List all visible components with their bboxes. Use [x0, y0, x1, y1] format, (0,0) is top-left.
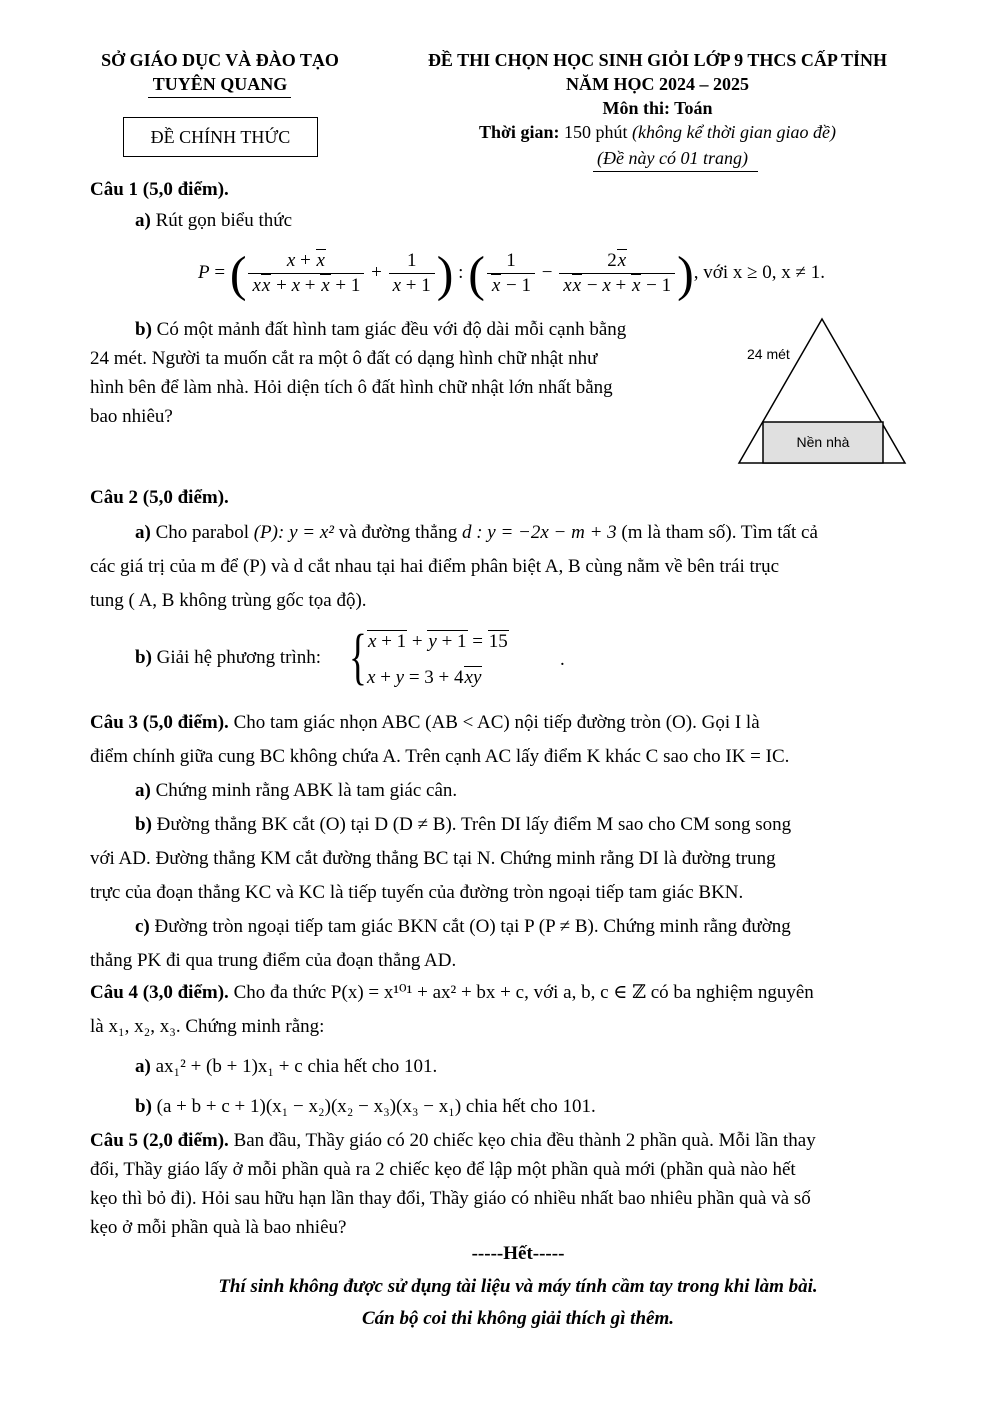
- end-mark: -----Hết-----: [471, 1243, 565, 1264]
- q3b-line1: Đường thẳng BK cắt (O) tại D (D ≠ B). Trên DI lấy điểm M sao cho CM song song: [156, 814, 792, 835]
- q3a-label: a): [135, 780, 151, 801]
- q2a-label: a): [135, 522, 151, 543]
- q2a-line-eq: d : y = −2x − m + 3: [461, 522, 617, 543]
- q5-line2: đổi, Thầy giáo lấy ở mỗi phần quà ra 2 chiếc kẹo để lập một phần quà mới (phần quà nào hết: [90, 1159, 796, 1180]
- q3c-label: c): [135, 916, 150, 937]
- q5-line1: Ban đầu, Thầy giáo có 20 chiếc kẹo chia đều thành 2 phần quà. Mỗi lần thay: [233, 1130, 816, 1151]
- formula-P: P: [198, 262, 210, 283]
- q2-title: Câu 2 (5,0 điểm).: [90, 487, 229, 508]
- q3c-line1: Đường tròn ngoại tiếp tam giác BKN cắt (O) tại P (P ≠ B). Chứng minh rằng đường: [154, 916, 791, 937]
- time-label: Thời gian:: [478, 122, 560, 142]
- subject: Môn thi: Toán: [602, 98, 713, 118]
- official-label: ĐỀ CHÍNH THỨC: [150, 127, 291, 147]
- q3b-label: b): [135, 814, 152, 835]
- q5-line4: kẹo ở mỗi phần quà là bao nhiêu?: [90, 1217, 347, 1238]
- q1-formula: P = ( $\frac{x + x}{xx + x + x + 1}$ + $\frac{1}{x + 1}$ ) : ( $\frac{1}{x - 1}$ − $\frac{2x}{xx - x + x - 1}$ ), với x ≥ 0, x ≠ 1.: [198, 245, 825, 302]
- q4-title: Câu 4 (3,0 điểm).: [90, 982, 229, 1003]
- pages-note-underline: [593, 171, 758, 172]
- q2a-parabola-eq: y = x²: [289, 522, 334, 543]
- q2a-pre: Cho parabol: [155, 522, 249, 543]
- province-name: TUYÊN QUANG: [152, 74, 288, 94]
- q4b-label: b): [135, 1096, 152, 1117]
- q1b-line3: hình bên để làm nhà. Hỏi diện tích ô đất hình chữ nhật lớn nhất bằng: [90, 377, 613, 398]
- q4a-label: a): [135, 1056, 151, 1077]
- q1b-figure: [735, 315, 910, 470]
- q1b-line1: Có một mảnh đất hình tam giác đều với độ dài mỗi cạnh bằng: [156, 319, 627, 340]
- q3-line1: Cho tam giác nhọn ABC (AB < AC) nội tiếp đường tròn (O). Gọi I là: [233, 712, 760, 733]
- footer-note-1: Thí sinh không được sử dụng tài liệu và máy tính cầm tay trong khi làm bài.: [218, 1276, 818, 1297]
- q3-title: Câu 3 (5,0 điểm).: [90, 712, 229, 733]
- q2b-label: b): [135, 647, 152, 668]
- q3c-line2: thẳng PK đi qua trung điểm của đoạn thẳng AD.: [90, 950, 457, 971]
- exam-time: [385, 119, 930, 145]
- q1-title: Câu 1 (5,0 điểm).: [90, 179, 229, 200]
- q2a-parabola-name: (P):: [253, 522, 285, 543]
- q2a-paragraph: [90, 516, 945, 618]
- q3a-text: Chứng minh rằng ABK là tam giác cân.: [155, 780, 458, 801]
- q2a-line2: các giá trị của m để (P) và d cắt nhau tại hai điểm phân biệt A, B cùng nằm về bên trái trục: [90, 556, 780, 577]
- exam-title: ĐỀ THI CHỌN HỌC SINH GIỎI LỚP 9 THCS CẤP TỈNH: [427, 50, 888, 70]
- time-note: (không kể thời gian giao đề): [631, 122, 837, 142]
- pages-note: (Đề này có 01 trang): [597, 148, 748, 168]
- q1b-line2: 24 mét. Người ta muốn cắt ra một ô đất có dạng hình chữ nhật như: [90, 348, 598, 369]
- header-right: [385, 48, 930, 120]
- q2a-mid: và đường thẳng: [338, 522, 458, 543]
- house-label: Nền nhà: [796, 434, 850, 450]
- q5-line3: kẹo thì bỏ đi). Hỏi sau hữu hạn lần thay đổi, Thầy giáo có nhiều nhất bao nhiêu phần quà và số: [90, 1188, 811, 1209]
- q4-line2: là x₁, x₂, x₃. Chứng minh rằng:: [90, 1016, 325, 1037]
- q1b-label: b): [135, 319, 152, 340]
- time-value: 150 phút: [563, 122, 628, 142]
- q3-line2: điểm chính giữa cung BC không chứa A. Trên cạnh AC lấy điểm K khác C sao cho IK = IC.: [90, 746, 790, 767]
- q3b-line2: với AD. Đường thẳng KM cắt đường thẳng BC tại N. Chứng minh rằng DI là đường trung: [90, 848, 776, 869]
- q3b-line3: trực của đoạn thẳng KC và KC là tiếp tuyến của đường tròn ngoại tiếp tam giác BKN.: [90, 882, 744, 903]
- q1a-label: a): [135, 210, 151, 231]
- q5-paragraph: [90, 1126, 945, 1242]
- side-length-label: 24 mét: [747, 346, 790, 362]
- header-left-underline: [148, 97, 291, 98]
- system-eq1: x + 1 + y + 1 = 15: [368, 631, 508, 652]
- header-left: [80, 48, 360, 96]
- q1b-line4: bao nhiêu?: [90, 406, 173, 427]
- footer-note-2: Cán bộ coi thi không giải thích gì thêm.: [362, 1308, 674, 1329]
- q2a-line3: tung ( A, B không trùng gốc tọa độ).: [90, 590, 367, 611]
- official-stamp-box: [123, 117, 318, 157]
- q4-line1: Cho đa thức P(x) = x¹⁰¹ + ax² + bx + c, với a, b, c ∈ ℤ có ba nghiệm nguyên: [233, 982, 814, 1003]
- system-brace: {: [348, 623, 367, 691]
- q5-title: Câu 5 (2,0 điểm).: [90, 1130, 229, 1151]
- department-name: SỞ GIÁO DỤC VÀ ĐÀO TẠO: [101, 50, 339, 70]
- school-year: NĂM HỌC 2024 – 2025: [566, 74, 749, 94]
- system-eq2: x + y = 3 + 4xy: [367, 667, 482, 688]
- q2a-post: (m là tham số). Tìm tất cả: [621, 522, 818, 543]
- q1a-intro: [135, 207, 990, 235]
- q3-paragraph: [90, 706, 945, 978]
- q1b-paragraph: [90, 315, 710, 431]
- q1a-text: Rút gọn biểu thức: [155, 210, 293, 231]
- q2b-system: b) Giải hệ phương trình: { x + 1 + y + 1 = 15 x + y = 3 + 4xy .: [135, 623, 565, 691]
- formula-condition: , với x ≥ 0, x ≠ 1.: [693, 262, 825, 283]
- q2b-text: Giải hệ phương trình:: [156, 647, 322, 668]
- q4b-text: (a + b + c + 1)(x₁ − x₂)(x₂ − x₃)(x₃ − x₁) chia hết cho 101.: [156, 1096, 596, 1117]
- q4-paragraph: [90, 976, 945, 1124]
- q4a-text: ax₁² + (b + 1)x₁ + c chia hết cho 101.: [155, 1056, 438, 1077]
